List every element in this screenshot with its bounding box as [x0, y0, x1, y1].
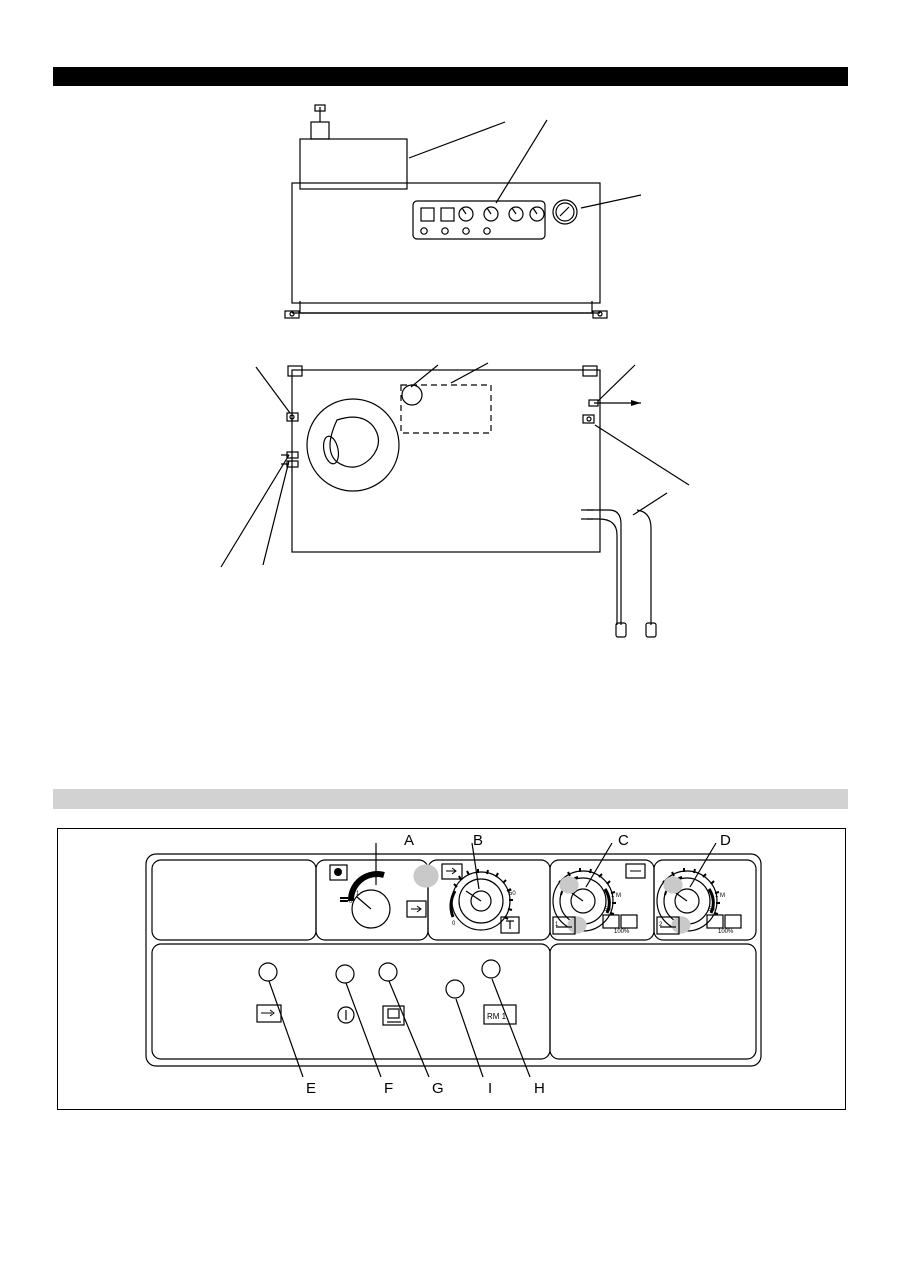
drum-opening: [307, 399, 399, 491]
gauge-d-scale-high: 50: [708, 907, 715, 913]
subsection-header-bar: [53, 789, 848, 809]
label-d-leader: [690, 843, 716, 887]
panel-module-c: [550, 860, 654, 940]
machine-overview-svg: [53, 95, 848, 655]
gauge-b-lamp: [414, 865, 438, 887]
label-i-leader: [456, 999, 483, 1077]
label-f-leader: [346, 983, 381, 1077]
leader-line-3: [581, 195, 641, 208]
control-panel-svg: [58, 829, 843, 1107]
panel-indicator-lamps: [421, 228, 490, 234]
selector-switch-a: [330, 865, 426, 928]
button-h: [482, 960, 500, 978]
boiler-housing: [300, 139, 407, 189]
service-hatch-dashed: [401, 385, 491, 433]
leader-line-4: [256, 367, 290, 413]
hose-2: [587, 519, 617, 625]
panel-module-b: [428, 860, 550, 940]
button-i: [446, 980, 464, 998]
leader-line-8: [451, 363, 488, 383]
leader-line-10: [595, 425, 689, 485]
gauge-b-scale-high: 50: [509, 891, 516, 897]
button-g: [379, 963, 397, 981]
label-c-leader: [586, 843, 612, 887]
gauge-d: [657, 868, 741, 934]
panel-label-h: H: [534, 1080, 545, 1097]
gauge-c-lamp-upper: [560, 877, 578, 893]
panel-label-d: D: [720, 832, 731, 849]
button-h-label: RM 1: [487, 1012, 507, 1021]
gauge-d-lamp-lower: [672, 917, 690, 933]
switch-a-label-0: 0: [349, 899, 353, 905]
panel-blank-module-right: [550, 944, 756, 1059]
button-e: [259, 963, 277, 981]
panel-blank-module-left: [152, 860, 316, 940]
hose-3: [637, 510, 651, 625]
gauge-b-scale-low: 0: [452, 921, 456, 927]
label-h-leader: [492, 979, 530, 1077]
machine-rear-cabinet: [292, 370, 600, 552]
gauge-d-channel-number: 2: [659, 922, 663, 928]
panel-knobs: [459, 207, 544, 221]
panel-button-module: [152, 944, 550, 1059]
hose-2-end: [646, 623, 656, 637]
label-e-leader: [269, 981, 303, 1077]
gauge-c-scale-high: 50: [604, 907, 611, 913]
section-header-bar: [53, 67, 848, 86]
rear-tab-left: [288, 366, 302, 376]
switch-a-label-1: 1: [356, 891, 360, 897]
gauge-c-scale-mid: 1 M: [611, 893, 622, 899]
cabinet-control-panel: [413, 201, 545, 239]
panel-square-button-1: [421, 208, 434, 221]
rear-tab-right: [583, 366, 597, 376]
gauge-c-channel-number: 1: [555, 922, 559, 928]
leader-line-11: [633, 493, 667, 515]
panel-label-f: F: [384, 1080, 394, 1097]
panel-push-buttons: [259, 960, 500, 998]
label-b-leader: [472, 843, 479, 889]
gauge-b: [414, 864, 519, 933]
hatch-port: [402, 385, 422, 405]
panel-square-button-2: [441, 208, 454, 221]
panel-label-i: I: [488, 1080, 493, 1097]
button-f: [336, 965, 354, 983]
gauge-c-lamp-lower: [568, 917, 586, 933]
leader-line-2: [496, 120, 547, 203]
leader-line-1: [409, 122, 505, 158]
gauge-c: [553, 864, 645, 934]
panel-label-e: E: [306, 1080, 317, 1097]
leader-line-5: [221, 455, 289, 567]
control-panel-figure: [57, 828, 846, 1110]
gauge-c-icon-3: [621, 915, 637, 928]
button-f-icon: [338, 1007, 354, 1023]
leader-line-7: [411, 365, 438, 387]
gauge-d-percent: 100%: [718, 929, 734, 935]
machine-overview-figure: [53, 95, 848, 655]
label-g-leader: [389, 981, 429, 1077]
gauge-d-scale-mid: 1 M: [715, 893, 726, 899]
panel-label-b: B: [473, 832, 484, 849]
fitting-right-upper: [583, 415, 594, 423]
gauge-d-lamp-upper: [664, 877, 682, 893]
hose-1-end: [616, 623, 626, 637]
panel-label-c: C: [618, 832, 629, 849]
gauge-c-percent: 100%: [614, 929, 630, 935]
stack-top-cap: [311, 122, 329, 139]
panel-label-a: A: [404, 832, 415, 849]
leader-line-9: [598, 365, 635, 401]
gauge-d-icon-3: [725, 915, 741, 928]
panel-label-g: G: [432, 1080, 444, 1097]
